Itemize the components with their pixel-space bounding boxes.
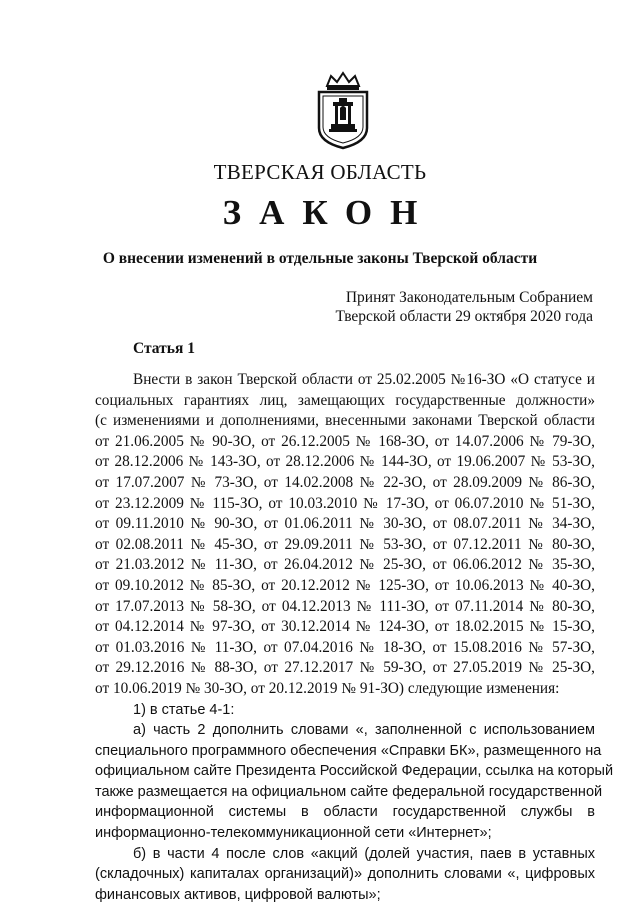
paragraph-line: от 23.12.2009 № 115-ЗО, от 10.03.2010 № 17-ЗО, от 06.07.2010 № 51-ЗО, [95,494,595,512]
item-b-line: финансовых активов, цифровой валюты»; [95,886,381,903]
item-a-line: информационно-телекоммуникационной сети «Интернет»; [95,825,492,842]
document-title: О внесении изменений в отдельные законы Тверской области [102,250,538,267]
paragraph-line: от 04.12.2014 № 97-ЗО, от 30.12.2014 № 124-ЗО, от 18.02.2015 № 15-ЗО, [95,618,595,636]
paragraph-line: от 29.12.2016 № 88-ЗО, от 27.12.2017 № 59-ЗО, от 27.05.2019 № 25-ЗО, [95,659,595,677]
item-a-line: информационной системы в области государственной службы в [95,804,595,821]
adoption-line-2: Тверской области 29 октября 2020 года [335,308,593,325]
article-heading: Статья 1 [133,340,195,357]
item-a-line: официальном сайте Президента Российской Федерации, ссылка на который [95,763,614,780]
item-a [95,720,614,844]
item-b [95,844,595,905]
paragraph-line: от 17.07.2013 № 58-ЗО, от 04.12.2013 № 111-ЗО, от 07.11.2014 № 80-ЗО, [95,597,595,615]
paragraph-line: от 28.12.2006 № 143-ЗО, от 28.12.2006 № 144-ЗО, от 19.06.2007 № 53-ЗО, [95,453,595,471]
tver-coat-of-arms-icon [313,70,373,150]
paragraph-line: от 17.07.2007 № 73-ЗО, от 14.02.2008 № 22-ЗО, от 28.09.2009 № 86-ЗО, [95,473,595,491]
paragraph-line: от 01.03.2016 № 11-ЗО, от 07.04.2016 № 18-ЗО, от 15.08.2016 № 57-ЗО, [95,638,595,656]
item-a-line: также размещается на официальном сайте федеральной государственной [95,783,603,800]
paragraph-line: от 10.06.2019 № 30-ЗО, от 20.12.2019 № 91-ЗО) следующие изменения: [95,679,560,697]
paragraph-line: от 09.11.2010 № 90-ЗО, от 01.06.2011 № 30-ЗО, от 08.07.2011 № 34-ЗО, [95,515,595,533]
item-a-line: а) часть 2 дополнить словами «, заполненной с использованием [133,722,595,739]
coat-of-arms [313,70,373,150]
adoption-note [336,288,594,326]
item-b-line: (складочных) капиталах организаций)» дополнить словами «, цифровых [95,866,595,883]
paragraph-line: от 21.06.2005 № 90-ЗО, от 26.12.2005 № 168-ЗО, от 14.07.2006 № 79-ЗО, [95,432,595,450]
article-body [95,370,614,905]
paragraph-line: от 02.08.2011 № 45-ЗО, от 29.09.2011 № 53-ЗО, от 07.12.2011 № 80-ЗО, [95,535,595,553]
item-1-heading: 1) в статье 4-1: [133,701,235,718]
document-type: ЗАКОН [222,193,436,232]
paragraph-line: социальных гарантиях лиц, замещающих государственные должности» [95,391,595,409]
region-name: ТВЕРСКАЯ ОБЛАСТЬ [213,160,427,184]
item-b-line: б) в части 4 после слов «акций (долей участия, паев в уставных [133,845,595,862]
paragraph-line: от 21.03.2012 № 11-ЗО, от 26.04.2012 № 25-ЗО, от 06.06.2012 № 35-ЗО, [95,556,595,574]
adoption-line-1: Принят Законодательным Собранием [345,289,593,306]
paragraph-line: Внести в закон Тверской области от 25.02.2005 №16-ЗО «О статусе и [133,371,595,388]
paragraph-line: (с изменениями и дополнениями, внесенными законами Тверской области [95,412,595,430]
paragraph-line: от 09.10.2012 № 85-ЗО, от 20.12.2012 № 125-ЗО, от 10.06.2013 № 40-ЗО, [95,576,595,594]
item-a-line: специального программного обеспечения «Справки БК», размещенного на [95,742,602,759]
